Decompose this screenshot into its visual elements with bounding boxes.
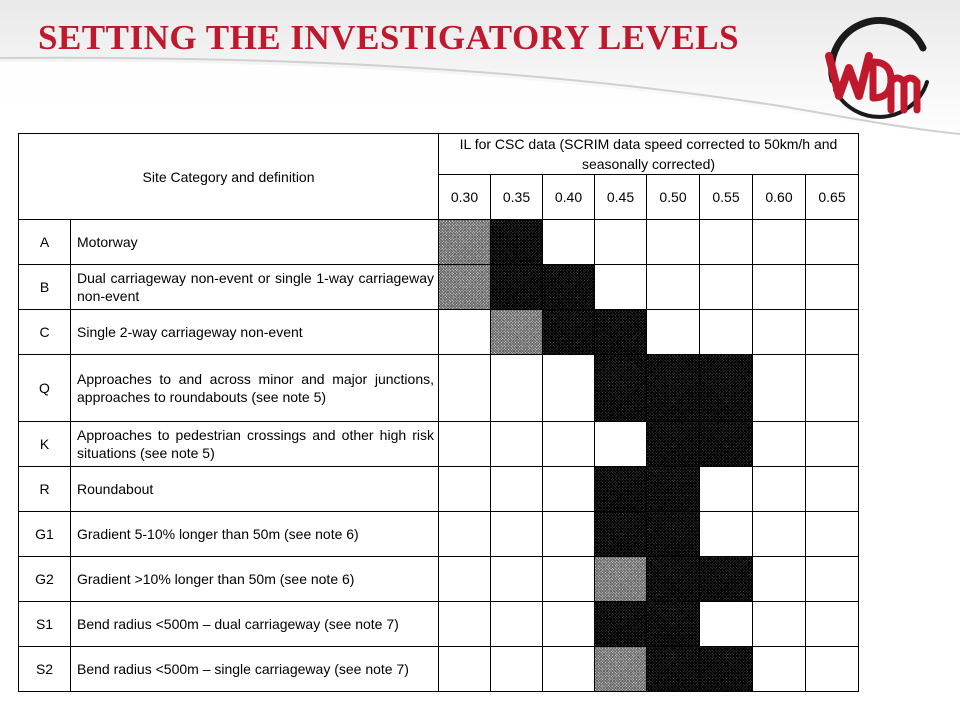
- il-cell-none: [543, 220, 595, 265]
- site-category-definition: Approaches to pedestrian crossings and other high risk situations (see note 5): [71, 422, 439, 467]
- site-category-code: C: [19, 310, 71, 355]
- table-row: [19, 220, 859, 265]
- site-category-definition: Gradient >10% longer than 50m (see note 6): [71, 557, 439, 602]
- il-cell-dark: [700, 355, 753, 422]
- il-cell-none: [439, 422, 491, 467]
- il-cell-none: [543, 647, 595, 692]
- il-cell-none: [753, 647, 806, 692]
- il-cell-none: [439, 355, 491, 422]
- il-cell-dark: [491, 265, 543, 310]
- site-category-definition: Dual carriageway non-event or single 1-way carriageway non-event: [71, 265, 439, 310]
- site-category-definition: Approaches to and across minor and major junctions, approaches to roundabouts (see note 5): [71, 355, 439, 422]
- site-category-code: S2: [19, 647, 71, 692]
- il-cell-none: [753, 355, 806, 422]
- il-cell-none: [753, 220, 806, 265]
- il-cell-light: [595, 557, 647, 602]
- il-cell-none: [753, 557, 806, 602]
- il-cell-none: [700, 265, 753, 310]
- il-cell-dark: [595, 467, 647, 512]
- il-cell-none: [753, 422, 806, 467]
- il-cell-none: [543, 467, 595, 512]
- il-cell-none: [806, 310, 859, 355]
- il-cell-none: [543, 512, 595, 557]
- site-category-code: R: [19, 467, 71, 512]
- il-cell-dark: [647, 512, 700, 557]
- il-cell-none: [753, 265, 806, 310]
- level-header: 0.60: [753, 175, 806, 220]
- il-cell-none: [491, 422, 543, 467]
- il-cell-none: [491, 467, 543, 512]
- il-cell-none: [806, 467, 859, 512]
- il-cell-dark: [595, 512, 647, 557]
- il-cell-none: [806, 557, 859, 602]
- investigatory-levels-table: [18, 133, 859, 692]
- site-category-code: B: [19, 265, 71, 310]
- il-cell-light: [439, 220, 491, 265]
- site-category-definition: Bend radius <500m – dual carriageway (see note 7): [71, 602, 439, 647]
- il-cell-dark: [595, 355, 647, 422]
- il-cell-none: [543, 355, 595, 422]
- table-row: [19, 602, 859, 647]
- il-cell-none: [595, 220, 647, 265]
- il-cell-dark: [595, 602, 647, 647]
- site-category-definition: Bend radius <500m – single carriageway (see note 7): [71, 647, 439, 692]
- wdm-logo: [815, 10, 945, 128]
- level-header: 0.45: [595, 175, 647, 220]
- il-cell-none: [806, 647, 859, 692]
- il-header: IL for CSC data (SCRIM data speed corrected to 50km/h and seasonally corrected): [439, 134, 859, 175]
- page-title: SETTING THE INVESTIGATORY LEVELS: [38, 18, 740, 57]
- site-category-code: K: [19, 422, 71, 467]
- il-cell-none: [491, 557, 543, 602]
- il-cell-none: [700, 602, 753, 647]
- il-cell-dark: [647, 602, 700, 647]
- table-row: [19, 310, 859, 355]
- il-cell-none: [753, 602, 806, 647]
- il-cell-none: [806, 422, 859, 467]
- table-row: [19, 355, 859, 422]
- table-row: [19, 557, 859, 602]
- table-row: [19, 467, 859, 512]
- level-header: 0.65: [806, 175, 859, 220]
- il-cell-none: [491, 602, 543, 647]
- table-row: [19, 647, 859, 692]
- level-header: 0.30: [439, 175, 491, 220]
- level-header: 0.50: [647, 175, 700, 220]
- il-cell-none: [700, 512, 753, 557]
- il-cell-none: [806, 512, 859, 557]
- il-cell-none: [647, 265, 700, 310]
- site-category-header: Site Category and definition: [19, 134, 439, 220]
- il-cell-dark: [700, 647, 753, 692]
- il-cell-none: [439, 647, 491, 692]
- il-cell-none: [439, 602, 491, 647]
- il-cell-none: [491, 647, 543, 692]
- level-header: 0.40: [543, 175, 595, 220]
- site-category-code: A: [19, 220, 71, 265]
- il-cell-light: [491, 310, 543, 355]
- site-category-definition: Gradient 5-10% longer than 50m (see note 6): [71, 512, 439, 557]
- il-cell-dark: [491, 220, 543, 265]
- il-cell-none: [806, 220, 859, 265]
- il-cell-dark: [647, 647, 700, 692]
- il-cell-none: [753, 512, 806, 557]
- il-cell-none: [753, 310, 806, 355]
- il-cell-none: [806, 355, 859, 422]
- il-cell-none: [647, 310, 700, 355]
- il-cell-none: [439, 310, 491, 355]
- site-category-definition: Single 2-way carriageway non-event: [71, 310, 439, 355]
- il-cell-dark: [647, 422, 700, 467]
- table-row: [19, 265, 859, 310]
- level-header: 0.55: [700, 175, 753, 220]
- site-category-definition: Motorway: [71, 220, 439, 265]
- il-cell-none: [439, 512, 491, 557]
- il-cell-none: [700, 467, 753, 512]
- il-cell-dark: [700, 557, 753, 602]
- il-cell-none: [700, 310, 753, 355]
- il-cell-light: [595, 647, 647, 692]
- il-cell-dark: [595, 310, 647, 355]
- il-cell-dark: [543, 310, 595, 355]
- il-cell-none: [491, 355, 543, 422]
- table-row: [19, 422, 859, 467]
- il-cell-none: [491, 512, 543, 557]
- il-cell-dark: [647, 467, 700, 512]
- site-category-code: S1: [19, 602, 71, 647]
- il-cell-none: [753, 467, 806, 512]
- il-cell-none: [595, 265, 647, 310]
- il-cell-none: [595, 422, 647, 467]
- table-row: [19, 512, 859, 557]
- il-cell-none: [543, 557, 595, 602]
- site-category-code: Q: [19, 355, 71, 422]
- site-category-definition: Roundabout: [71, 467, 439, 512]
- il-cell-none: [543, 602, 595, 647]
- il-cell-dark: [647, 355, 700, 422]
- il-cell-dark: [647, 557, 700, 602]
- level-header: 0.35: [491, 175, 543, 220]
- il-cell-none: [806, 602, 859, 647]
- il-cell-none: [647, 220, 700, 265]
- site-category-code: G2: [19, 557, 71, 602]
- il-cell-light: [439, 265, 491, 310]
- il-cell-none: [700, 220, 753, 265]
- il-cell-none: [806, 265, 859, 310]
- il-cell-none: [439, 467, 491, 512]
- il-cell-dark: [700, 422, 753, 467]
- il-cell-none: [543, 422, 595, 467]
- il-cell-dark: [543, 265, 595, 310]
- site-category-code: G1: [19, 512, 71, 557]
- il-cell-none: [439, 557, 491, 602]
